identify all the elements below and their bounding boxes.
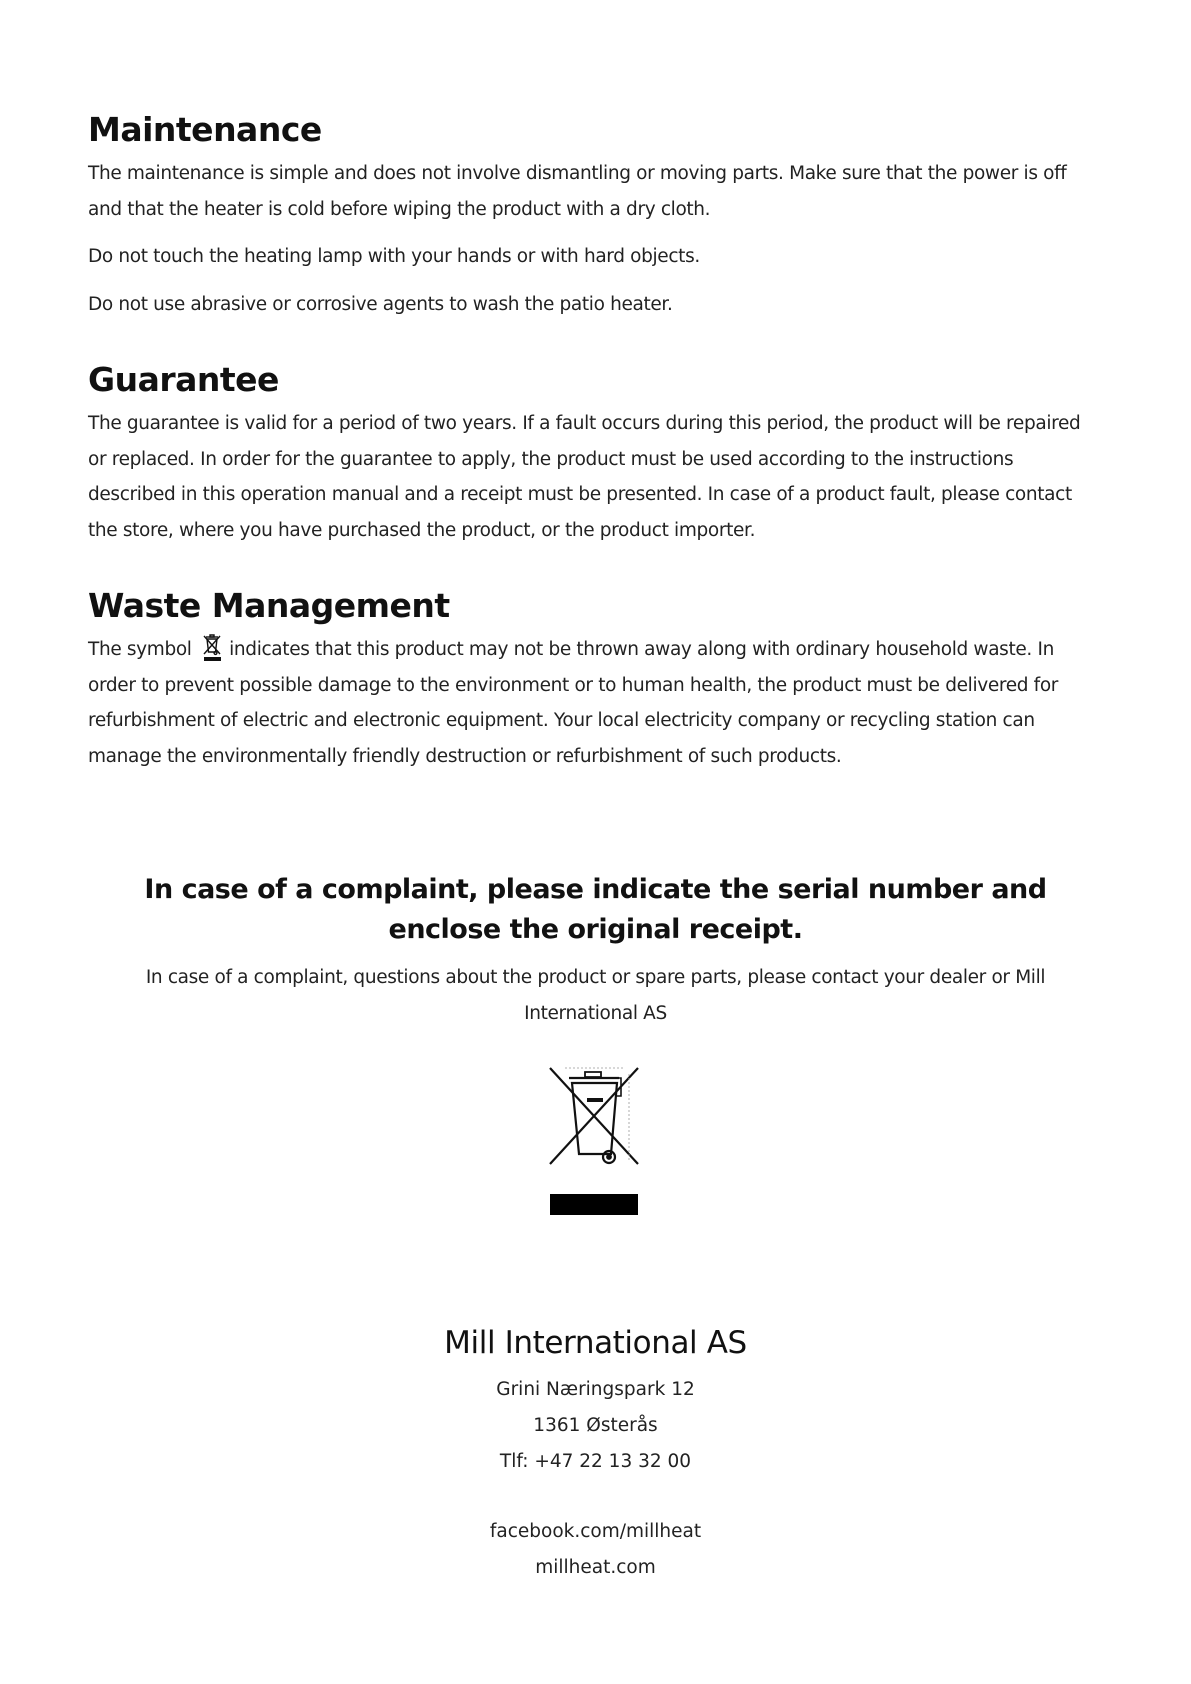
phone-number: Tlf: +47 22 13 32 00: [499, 1451, 692, 1472]
guarantee-paragraph: The guarantee is valid for a period of two years. If a fault occurs during this period, the product will be repaired or replaced. In order for the guarantee to apply, the product must be used according to the instructions described in this operation manual and a receipt must be presented. In case of a product fault, please contact the store, where you have purchased the product, or the product importer.: [88, 413, 1081, 541]
address-line-2: 1361 Østerås: [533, 1415, 658, 1436]
facebook-link[interactable]: facebook.com/millheat: [489, 1521, 702, 1542]
footer-contact: [0, 1320, 1191, 1586]
website-link[interactable]: millheat.com: [535, 1557, 656, 1578]
guarantee-heading: Guarantee: [88, 360, 279, 399]
address-line-1: Grini Næringspark 12: [496, 1379, 695, 1400]
complaint-block: [88, 870, 1103, 1031]
waste-management-paragraph: [88, 632, 1103, 774]
maintenance-section: [88, 108, 1103, 322]
weee-bar: [550, 1194, 638, 1215]
maintenance-paragraph-2: Do not touch the heating lamp with your hands or with hard objects.: [88, 246, 700, 267]
document-page: [88, 108, 1103, 786]
waste-text-after-symbol: indicates that this product may not be thrown away along with ordinary household waste. In order to prevent possible damage to the environment or to human health, the product must be delivered for refurbishment of electric and electronic equipment. Your local electricity company or recycling station can manage the environmentally friendly destruction or refurbishment of such products.: [88, 639, 1059, 767]
guarantee-section: [88, 358, 1103, 548]
spacer: [0, 1480, 1191, 1514]
maintenance-heading: Maintenance: [88, 110, 322, 149]
complaint-text: In case of a complaint, questions about the product or spare parts, please contact your dealer or Mill International AS: [145, 967, 1046, 1024]
weee-logo: [549, 1064, 639, 1216]
waste-text-before-symbol: The symbol: [88, 639, 192, 660]
complaint-heading: In case of a complaint, please indicate the serial number and enclose the original receipt.: [144, 874, 1047, 945]
maintenance-paragraph-1: The maintenance is simple and does not involve dismantling or moving parts. Make sure that the power is off and that the heater is cold before wiping the product with a dry cloth.: [88, 163, 1067, 220]
company-name: Mill International AS: [444, 1325, 747, 1361]
maintenance-paragraph-3: Do not use abrasive or corrosive agents to wash the patio heater.: [88, 293, 673, 315]
crossed-out-wheelie-bin-icon: [199, 633, 225, 661]
crossed-out-wheelie-bin-icon: [550, 1068, 638, 1164]
waste-management-heading: Waste Management: [88, 586, 450, 625]
waste-management-section: [88, 584, 1103, 774]
